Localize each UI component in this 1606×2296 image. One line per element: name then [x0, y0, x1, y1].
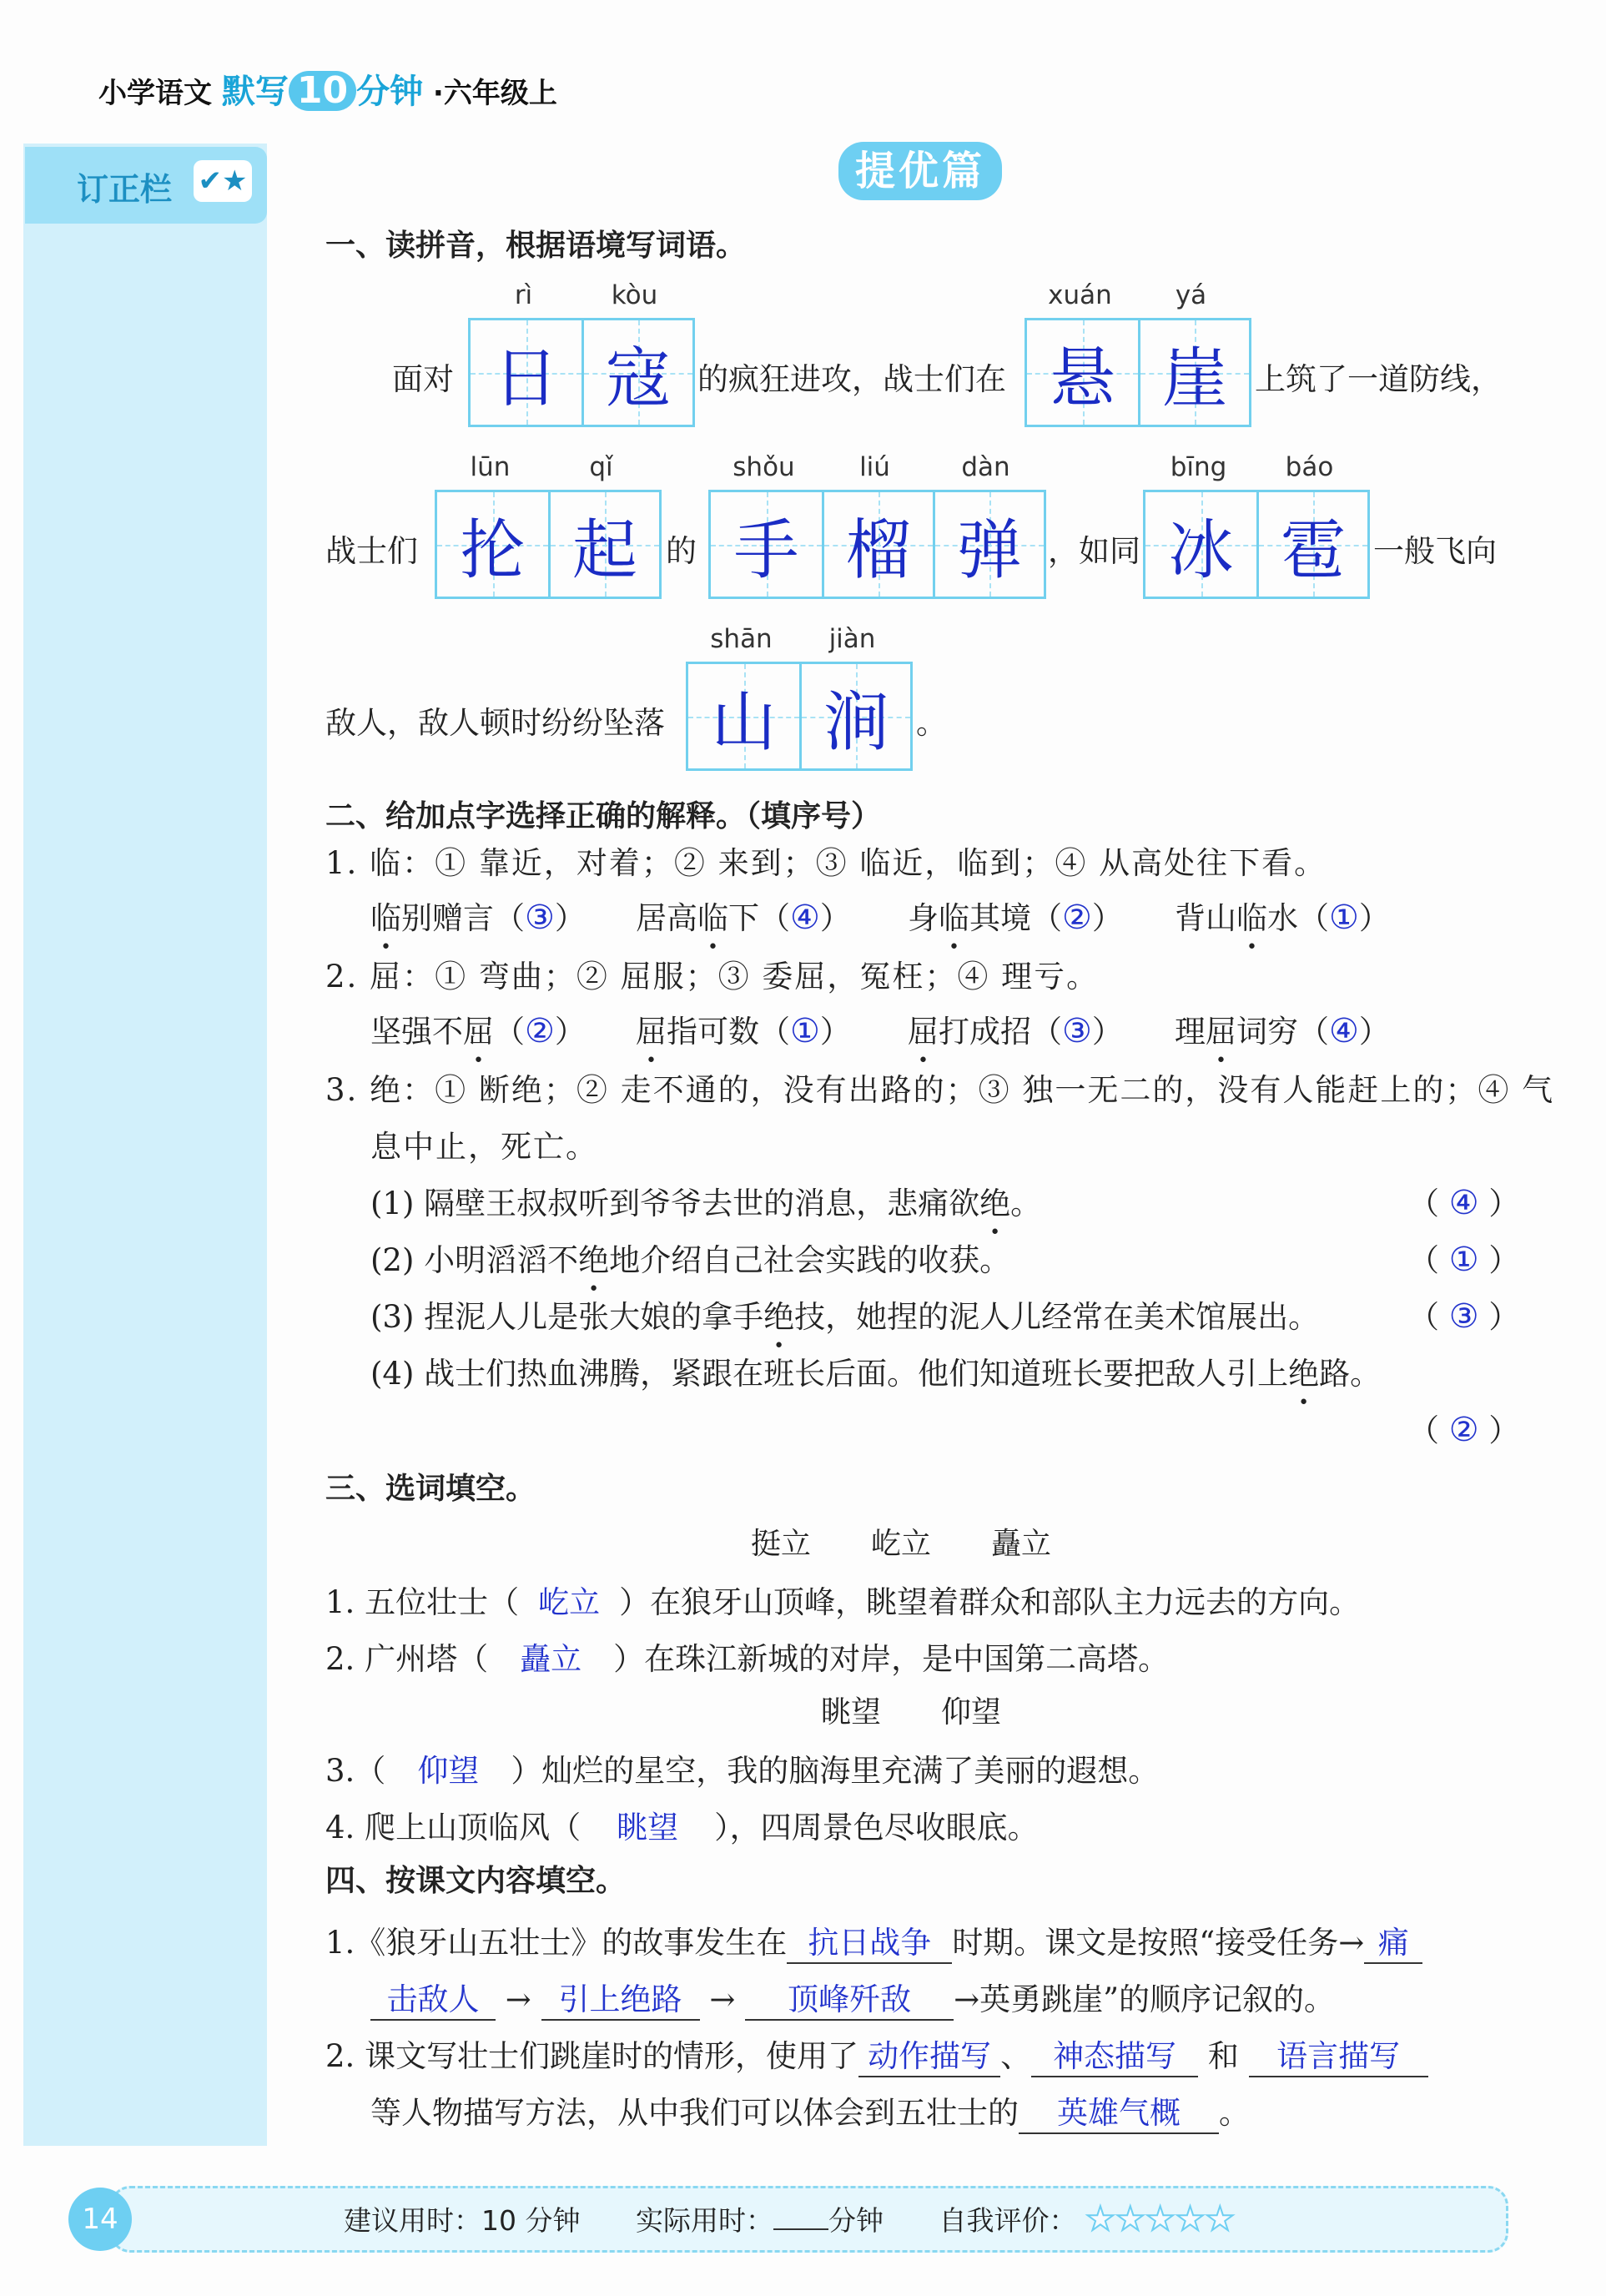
- answer-char: 山: [711, 684, 777, 760]
- pinyin: shān: [710, 624, 773, 654]
- q3-answer: （ ① ）: [1408, 1241, 1520, 1279]
- answer: ③: [1062, 1012, 1092, 1050]
- page-number: 14: [68, 2188, 132, 2251]
- tianzige-box: [468, 318, 695, 427]
- fill-item: 2. 课文写壮士们跳崖时的情形，使用了 动作描写 、 神态描写 和 语言描写: [325, 2031, 1428, 2077]
- q2-item: 坚强不屈（②）: [370, 1012, 586, 1050]
- answer: ①: [790, 1012, 820, 1050]
- answer-blank: 动作描写: [858, 2031, 1000, 2077]
- section-badge: 提优篇: [838, 142, 1002, 200]
- q1-item: 居高临下（④）: [636, 899, 851, 937]
- text: 。: [916, 705, 947, 741]
- header-brand-b: 分钟: [356, 73, 424, 111]
- header-subject: 小学语文: [98, 77, 212, 110]
- q3-sentence: (1) 隔壁王叔叔听到爷爷去世的消息，悲痛欲绝。: [370, 1186, 1042, 1221]
- answer: ④: [1329, 1012, 1359, 1050]
- section-4-title: 四、按课文内容填空。: [325, 1864, 627, 1898]
- actual-time-unit: 分钟: [828, 2204, 884, 2237]
- answer: ③: [525, 899, 555, 937]
- section-2-title: 二、给加点字选择正确的解释。（填序号）: [325, 799, 882, 833]
- q2-item: 屈打成招（③）: [908, 1012, 1123, 1050]
- pinyin: lūn: [470, 452, 511, 482]
- answer-char: 悬: [1050, 340, 1115, 416]
- answer: 眺望: [617, 1810, 679, 1845]
- pinyin: qǐ: [589, 452, 613, 482]
- header-brand-a: 默写: [221, 73, 289, 111]
- star-icon[interactable]: ★: [1205, 2200, 1236, 2238]
- word-choices: 挺立 屹立 矗立: [751, 1527, 1052, 1561]
- q3-answer: （ ② ）: [1408, 1411, 1520, 1449]
- self-eval-label: 自我评价：: [939, 2204, 1077, 2237]
- answer-blank: 抗日战争: [787, 1917, 952, 1964]
- answer-blank: 神态描写: [1031, 2031, 1198, 2077]
- answer: ②: [1062, 899, 1092, 937]
- fill-item: 4. 爬上山顶临风（ 眺望 ），四周景色尽收眼底。: [325, 1802, 1039, 1847]
- answer-char: 寇: [605, 340, 671, 416]
- suggested-time: 建议用时：10 分钟: [344, 2204, 581, 2237]
- tianzige-box: [1025, 318, 1251, 427]
- q3-answer: （ ③ ）: [1408, 1297, 1520, 1336]
- answer-char: 雹: [1280, 512, 1346, 588]
- q2-item: 屈指可数（①）: [636, 1012, 851, 1050]
- actual-time-field[interactable]: [773, 2228, 828, 2230]
- correction-column: [23, 144, 267, 2146]
- answer-blank: 语言描写: [1249, 2031, 1428, 2077]
- word-choices: 眺望 仰望: [821, 1695, 1002, 1730]
- answer-char: 冰: [1168, 512, 1234, 588]
- pinyin: yá: [1175, 280, 1207, 310]
- q3-sentence: (3) 捏泥人儿是张大娘的拿手绝技，她捏的泥人儿经常在美术馆展出。: [370, 1299, 1320, 1335]
- tianzige-box: [686, 662, 913, 771]
- q1-item: 身临其境（②）: [908, 899, 1123, 937]
- fill-item: 1. 五位壮士（ 屹立 ）在狼牙山顶峰，眺望着群众和部队主力远去的方向。: [325, 1577, 1360, 1622]
- answer-char: 弹: [956, 512, 1022, 588]
- answer-blank: 痛: [1364, 1917, 1422, 1964]
- tianzige-box: [435, 490, 662, 599]
- answer: 矗立: [520, 1641, 582, 1677]
- text: 上筑了一道防线，: [1255, 361, 1502, 397]
- answer: 屹立: [538, 1584, 601, 1620]
- star-icon[interactable]: ★: [1115, 2200, 1145, 2238]
- answer-char: 起: [571, 512, 637, 588]
- answer-blank: 引上绝路: [541, 1974, 700, 2021]
- text: 战士们: [325, 533, 418, 569]
- text: 的: [666, 533, 697, 569]
- text: 一般飞向: [1373, 533, 1497, 569]
- section-3-title: 三、选词填空。: [325, 1472, 536, 1506]
- definition: 1. 临：① 靠近，对着；② 来到；③ 临近，临到；④ 从高处往下看。: [325, 845, 1327, 881]
- q1-item: 临别赠言（③）: [370, 899, 586, 937]
- pinyin: jiàn: [828, 624, 876, 654]
- q2-item: 理屈词穷（④）: [1175, 1012, 1390, 1050]
- star-icon[interactable]: ★: [1175, 2200, 1206, 2238]
- q3-sentence: (4) 战士们热血沸腾，紧跟在班长后面。他们知道班长要把敌人引上绝路。: [370, 1356, 1382, 1392]
- pinyin: báo: [1285, 452, 1334, 482]
- answer-char: 榴: [845, 512, 911, 588]
- q1-item: 背山临水（①）: [1175, 899, 1390, 937]
- answer-blank: 击敌人: [370, 1974, 496, 2021]
- fill-item: 2. 广州塔（ 矗立 ）在珠江新城的对岸，是中国第二高塔。: [325, 1634, 1169, 1679]
- fill-item: 3.（ 仰望 ）灿烂的星空，我的脑海里充满了美丽的遐想。: [325, 1745, 1159, 1790]
- star-icon[interactable]: ★: [1085, 2200, 1115, 2238]
- text: 面对: [392, 361, 454, 397]
- pinyin: liú: [859, 452, 890, 482]
- answer-char: 日: [493, 340, 559, 416]
- text: 敌人，敌人顿时纷纷坠落: [325, 705, 665, 741]
- check-star-icon: ✔★: [194, 160, 252, 202]
- actual-time-label: 实际用时：: [635, 2204, 773, 2237]
- definition: 息中止，死亡。: [370, 1129, 598, 1165]
- answer: ②: [525, 1012, 555, 1050]
- star-icon[interactable]: ★: [1145, 2200, 1176, 2238]
- answer-blank: 顶峰歼敌: [745, 1974, 954, 2021]
- definition: 3. 绝：① 断绝；② 走不通的，没有出路的；③ 独一无二的，没有人能赶上的；④ 气: [325, 1072, 1555, 1108]
- header-grade: ·六年级上: [432, 77, 557, 110]
- tianzige-box: [708, 490, 1046, 599]
- text: ，如同: [1048, 533, 1140, 569]
- section-1-title: 一、读拼音，根据语境写词语。: [325, 229, 747, 263]
- pinyin: kòu: [611, 280, 658, 310]
- answer-char: 抡: [460, 512, 526, 588]
- pinyin: rì: [514, 280, 533, 310]
- pinyin: bīng: [1170, 452, 1227, 482]
- answer: ①: [1329, 899, 1359, 937]
- definition: 2. 屈：① 弯曲；② 屈服；③ 委屈，冤枉；④ 理亏。: [325, 959, 1100, 994]
- answer-char: 崖: [1161, 340, 1227, 416]
- fill-item: 击敌人 → 引上绝路 → 顶峰歼敌 →英勇跳崖”的顺序记叙的。: [370, 1974, 1335, 2021]
- q3-sentence: (2) 小明滔滔不绝地介绍自己社会实践的收获。: [370, 1242, 1011, 1278]
- answer-char: 手: [733, 512, 799, 588]
- book-header: [98, 65, 557, 113]
- answer-blank: 英雄气概: [1019, 2087, 1219, 2134]
- footer-info: [344, 2199, 1235, 2238]
- pinyin: shǒu: [733, 452, 795, 482]
- answer: 仰望: [417, 1753, 480, 1789]
- answer: ④: [790, 899, 820, 937]
- answer-char: 涧: [823, 684, 889, 760]
- header-brand-ten: 10: [289, 71, 356, 111]
- fill-item: 等人物描写方法，从中我们可以体会到五壮士的 英雄气概 。: [370, 2087, 1250, 2134]
- tianzige-box: [1143, 490, 1370, 599]
- text: 的疯狂进攻，战士们在: [697, 361, 1006, 397]
- fill-item: 1.《狼牙山五壮士》的故事发生在 抗日战争 时期。课文是按照“接受任务→ 痛: [325, 1917, 1422, 1964]
- correction-label: 订正栏: [77, 171, 173, 208]
- pinyin: dàn: [961, 452, 1010, 482]
- q3-answer: （ ④ ）: [1408, 1184, 1520, 1222]
- pinyin: xuán: [1048, 280, 1112, 310]
